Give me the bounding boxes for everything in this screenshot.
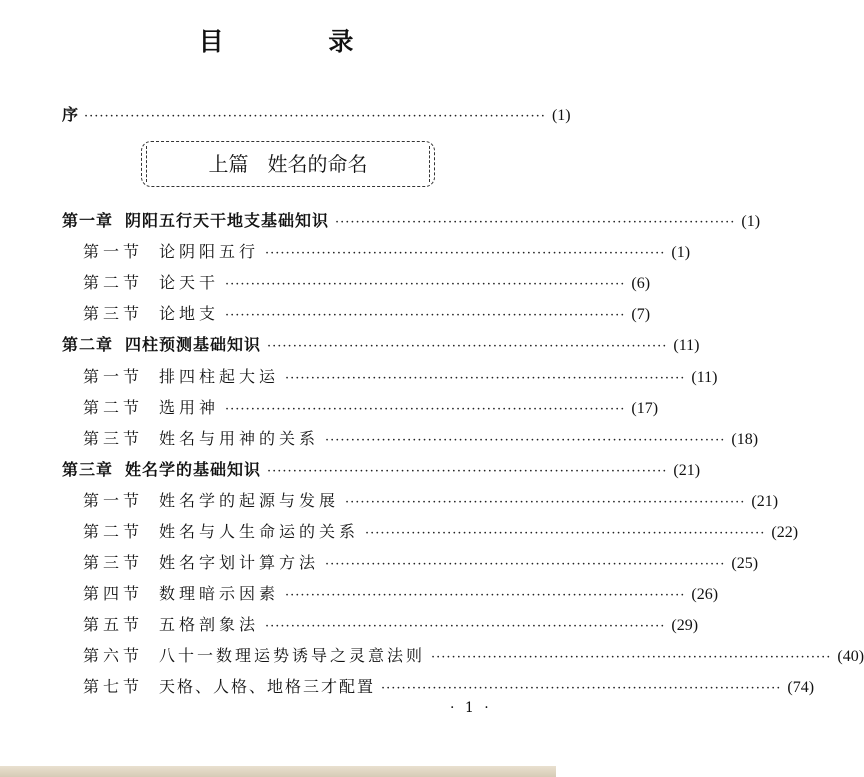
section-number: 第二节 — [83, 398, 144, 417]
page-number: (74) — [787, 679, 815, 696]
page-title: 目 录 — [198, 27, 402, 56]
toc-entry-section[interactable] — [83, 239, 691, 262]
section-number: 第二节 — [83, 273, 144, 292]
chapter-title: 四柱预测基础知识 — [125, 335, 262, 354]
section-number: 第一节 — [83, 491, 144, 510]
page-number: (26) — [691, 586, 719, 603]
toc-entry-section[interactable] — [83, 581, 719, 604]
leader-dots: ·············································································· — [431, 650, 832, 665]
toc-entry-preface[interactable] — [62, 102, 571, 125]
section-number: 第二节 — [83, 522, 144, 541]
chapter-title: 姓名学的基础知识 — [125, 460, 262, 479]
part-title: 上篇 姓名的命名 — [208, 152, 368, 176]
section-number: 第六节 — [83, 646, 144, 665]
section-number: 第三节 — [83, 304, 144, 323]
toc-entry-section[interactable] — [83, 301, 651, 324]
toc-entry-section[interactable] — [83, 550, 759, 573]
preface-label: 序 — [62, 105, 79, 124]
leader-dots: ·············································································· — [325, 557, 726, 572]
toc-entry-chapter[interactable] — [62, 332, 700, 355]
leader-dots: ·············································································· — [265, 246, 666, 261]
leader-dots: ·············································································· — [225, 277, 626, 292]
page-number: (7) — [631, 306, 651, 323]
page-number: (1) — [551, 107, 571, 124]
section-number: 第五节 — [83, 615, 144, 634]
leader-dots: ·············································································· — [267, 464, 668, 479]
section-number: 第七节 — [83, 677, 144, 696]
section-title: 论地支 — [159, 304, 220, 323]
section-number: 第三节 — [83, 553, 144, 572]
section-title: 论天干 — [159, 273, 220, 292]
toc-entry-section[interactable] — [83, 395, 659, 418]
toc-entry-section[interactable] — [83, 364, 718, 387]
section-title: 姓名字划计算方法 — [159, 553, 320, 572]
page-number: (29) — [671, 617, 699, 634]
section-title: 选用神 — [159, 398, 220, 417]
leader-dots: ·············································································· — [365, 526, 766, 541]
leader-dots: ·············································································· — [325, 433, 726, 448]
section-title: 八十一数理运势诱导之灵意法则 — [159, 646, 426, 665]
leader-dots: ·············································································· — [285, 588, 686, 603]
section-title: 姓名与人生命运的关系 — [159, 522, 360, 541]
toc-entry-section[interactable] — [83, 674, 815, 697]
page-number: (11) — [673, 337, 700, 354]
page-number: (18) — [731, 431, 759, 448]
toc-entry-section[interactable] — [83, 270, 651, 293]
leader-dots: ·············································································· — [285, 371, 686, 386]
toc-entry-section[interactable] — [83, 612, 699, 635]
page-bottom-edge — [0, 766, 556, 777]
leader-dots: ·············································································· — [225, 308, 626, 323]
leader-dots: ·························································································· — [84, 109, 546, 124]
page-number: (1) — [741, 213, 761, 230]
section-number: 第一节 — [83, 242, 144, 261]
toc-entry-chapter[interactable] — [62, 457, 701, 480]
toc-entry-section[interactable] — [83, 519, 799, 542]
toc-entry-section[interactable] — [83, 426, 759, 449]
leader-dots: ·············································································· — [265, 619, 666, 634]
section-number: 第四节 — [83, 584, 144, 603]
section-title: 姓名学的起源与发展 — [159, 491, 340, 510]
section-title: 排四柱起大运 — [159, 367, 280, 386]
footer-page-number: · 1 · — [450, 700, 492, 716]
leader-dots: ·············································································· — [381, 681, 782, 696]
chapter-number: 第二章 — [62, 335, 114, 354]
leader-dots: ·············································································· — [335, 215, 736, 230]
page-number: (21) — [673, 462, 701, 479]
leader-dots: ·············································································· — [345, 495, 746, 510]
chapter-number: 第三章 — [62, 460, 114, 479]
section-title: 论阴阳五行 — [159, 242, 260, 261]
page-number: (22) — [771, 524, 799, 541]
toc-entry-section[interactable] — [83, 488, 779, 511]
chapter-title: 阴阳五行天干地支基础知识 — [125, 211, 330, 230]
toc-entry-section[interactable] — [83, 643, 864, 666]
page-number: (1) — [671, 244, 691, 261]
page-number: (6) — [631, 275, 651, 292]
chapter-number: 第一章 — [62, 211, 114, 230]
section-title: 姓名与用神的关系 — [159, 429, 320, 448]
section-number: 第一节 — [83, 367, 144, 386]
page-number: (17) — [631, 400, 659, 417]
section-title: 天格、人格、地格三才配置 — [159, 677, 376, 696]
leader-dots: ·············································································· — [267, 339, 668, 354]
page-number: (25) — [731, 555, 759, 572]
page-number: (11) — [691, 369, 718, 386]
section-number: 第三节 — [83, 429, 144, 448]
section-title: 数理暗示因素 — [159, 584, 280, 603]
leader-dots: ·············································································· — [225, 402, 626, 417]
toc-entry-chapter[interactable] — [62, 208, 761, 231]
section-title: 五格剖象法 — [159, 615, 260, 634]
page-number: (40) — [837, 648, 864, 665]
page-number: (21) — [751, 493, 779, 510]
